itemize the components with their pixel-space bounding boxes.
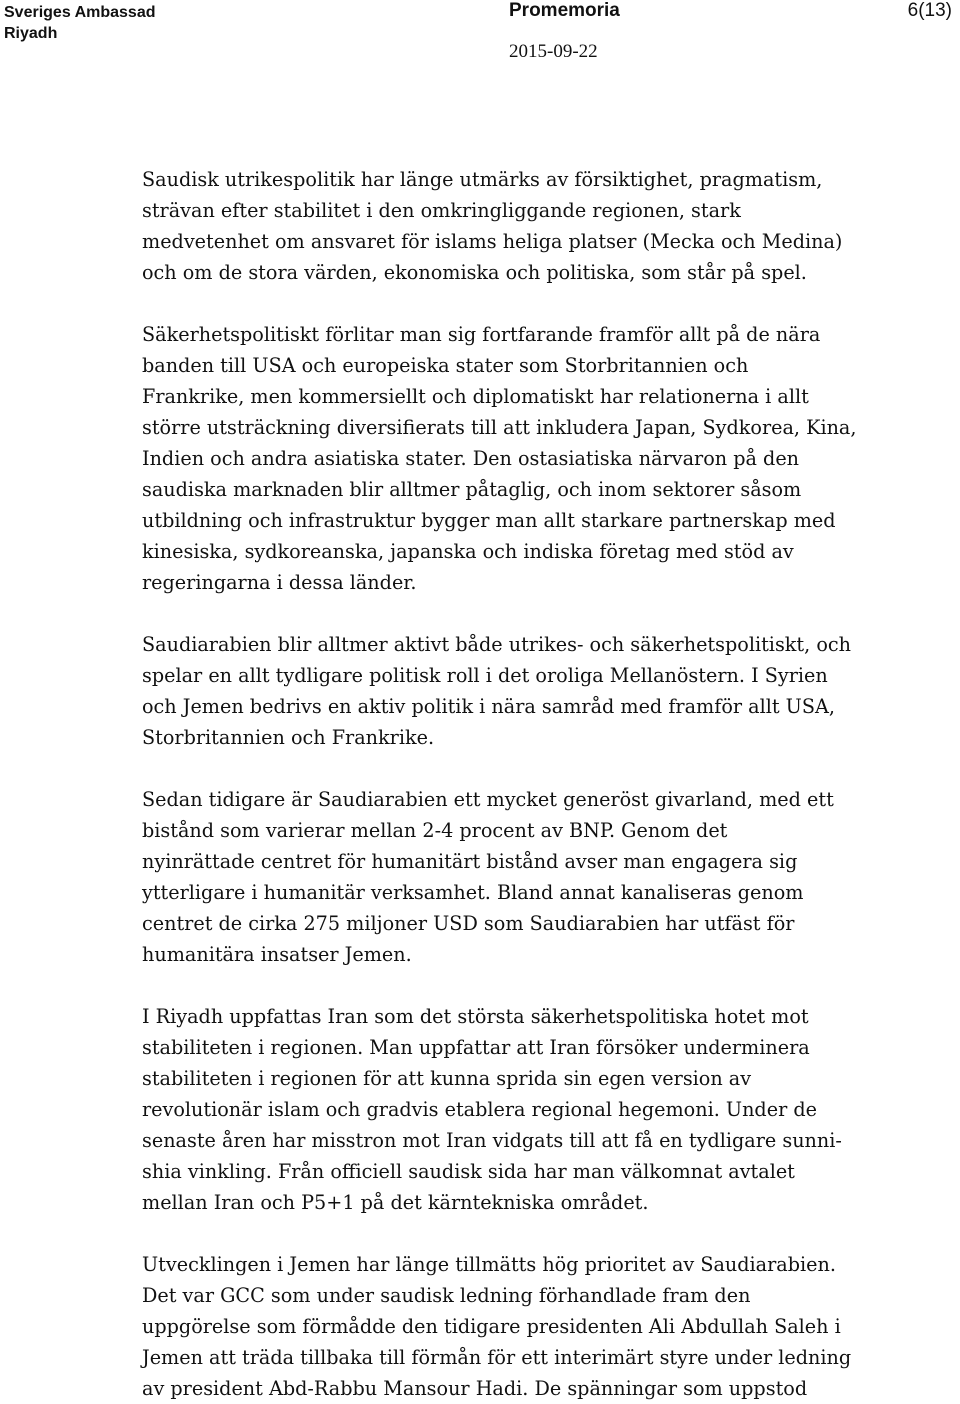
text-line: Indien och andra asiatiska stater. Den ostasiatiska närvaron på den bbox=[142, 447, 800, 470]
text-line: saudiska marknaden blir alltmer påtaglig, och inom sektorer såsom bbox=[142, 478, 802, 501]
text-line: centret de cirka 275 miljoner USD som Saudiarabien har utfäst för bbox=[142, 912, 795, 935]
text-line: bistånd som varierar mellan 2-4 procent av BNP. Genom det bbox=[142, 819, 728, 842]
text-line: av president Abd-Rabbu Mansour Hadi. De spänningar som uppstod bbox=[142, 1377, 808, 1400]
text-line: mellan Iran och P5+1 på det kärntekniska området. bbox=[142, 1191, 649, 1214]
text-line: senaste åren har misstron mot Iran vidgats till att få en tydligare sunni- bbox=[142, 1129, 842, 1152]
text-line: medvetenhet om ansvaret för islams heliga platser (Mecka och Medina) bbox=[142, 230, 843, 253]
text-line: utbildning och infrastruktur bygger man allt starkare partnerskap med bbox=[142, 509, 836, 532]
paragraph bbox=[142, 784, 854, 970]
text-line: humanitära insatser Jemen. bbox=[142, 943, 412, 966]
document-type: Promemoria bbox=[509, 0, 620, 21]
text-line: I Riyadh uppfattas Iran som det största säkerhetspolitiska hotet mot bbox=[142, 1005, 809, 1028]
document-body bbox=[142, 164, 857, 1404]
text-line: spelar en allt tydligare politisk roll i det oroliga Mellanöstern. I Syrien bbox=[142, 664, 828, 687]
text-line: Jemen att träda tillbaka till förmån för ett interimärt styre under ledning bbox=[142, 1346, 852, 1369]
sender-city: Riyadh bbox=[4, 25, 58, 42]
text-line: regeringarna i dessa länder. bbox=[142, 571, 417, 594]
text-line: Utvecklingen i Jemen har länge tillmätts hög prioritet av Saudiarabien. bbox=[142, 1253, 836, 1276]
text-line: shia vinkling. Från officiell saudisk sida har man välkomnat avtalet bbox=[142, 1160, 795, 1183]
text-line: ytterligare i humanitär verksamhet. Bland annat kanaliseras genom bbox=[142, 881, 804, 904]
document-date: 2015-09-22 bbox=[509, 41, 598, 62]
text-line: och om de stora värden, ekonomiska och politiska, som står på spel. bbox=[142, 261, 807, 284]
paragraph bbox=[142, 319, 857, 598]
text-line: strävan efter stabilitet i den omkringliggande regionen, stark bbox=[142, 199, 741, 222]
text-line: Storbritannien och Frankrike. bbox=[142, 726, 435, 749]
text-line: banden till USA och europeiska stater som Storbritannien och bbox=[142, 354, 749, 377]
text-line: Sedan tidigare är Saudiarabien ett mycket generöst givarland, med ett bbox=[142, 788, 834, 811]
text-line: kinesiska, sydkoreanska, japanska och indiska företag med stöd av bbox=[142, 540, 794, 563]
text-line: stabiliteten i regionen för att kunna sprida sin egen version av bbox=[142, 1067, 752, 1090]
paragraph bbox=[142, 164, 854, 288]
paragraph bbox=[142, 1001, 854, 1218]
text-line: och Jemen bedrivs en aktiv politik i nära samråd med framför allt USA, bbox=[142, 695, 835, 718]
sender-block bbox=[4, 2, 155, 44]
text-line: Frankrike, men kommersiellt och diplomatiskt har relationerna i allt bbox=[142, 385, 809, 408]
paragraph bbox=[142, 629, 854, 753]
text-line: Saudisk utrikespolitik har länge utmärks av försiktighet, pragmatism, bbox=[142, 168, 823, 191]
text-line: större utsträckning diversifierats till att inkludera Japan, Sydkorea, Kina, bbox=[142, 416, 857, 439]
text-line: Säkerhetspolitiskt förlitar man sig fortfarande framför allt på de nära bbox=[142, 323, 821, 346]
text-line: Det var GCC som under saudisk ledning förhandlade fram den bbox=[142, 1284, 751, 1307]
text-line: stabiliteten i regionen. Man uppfattar att Iran försöker underminera bbox=[142, 1036, 810, 1059]
page-number: 6(13) bbox=[907, 0, 952, 21]
document-heading bbox=[509, 0, 620, 63]
text-line: Saudiarabien blir alltmer aktivt både utrikes- och säkerhetspolitiskt, och bbox=[142, 633, 851, 656]
paragraph bbox=[142, 1249, 854, 1404]
text-line: uppgörelse som förmådde den tidigare presidenten Ali Abdullah Saleh i bbox=[142, 1315, 841, 1338]
text-line: nyinrättade centret för humanitärt bistånd avser man engagera sig bbox=[142, 850, 798, 873]
text-line: revolutionär islam och gradvis etablera regional hegemoni. Under de bbox=[142, 1098, 817, 1121]
sender-name: Sveriges Ambassad bbox=[4, 4, 156, 21]
